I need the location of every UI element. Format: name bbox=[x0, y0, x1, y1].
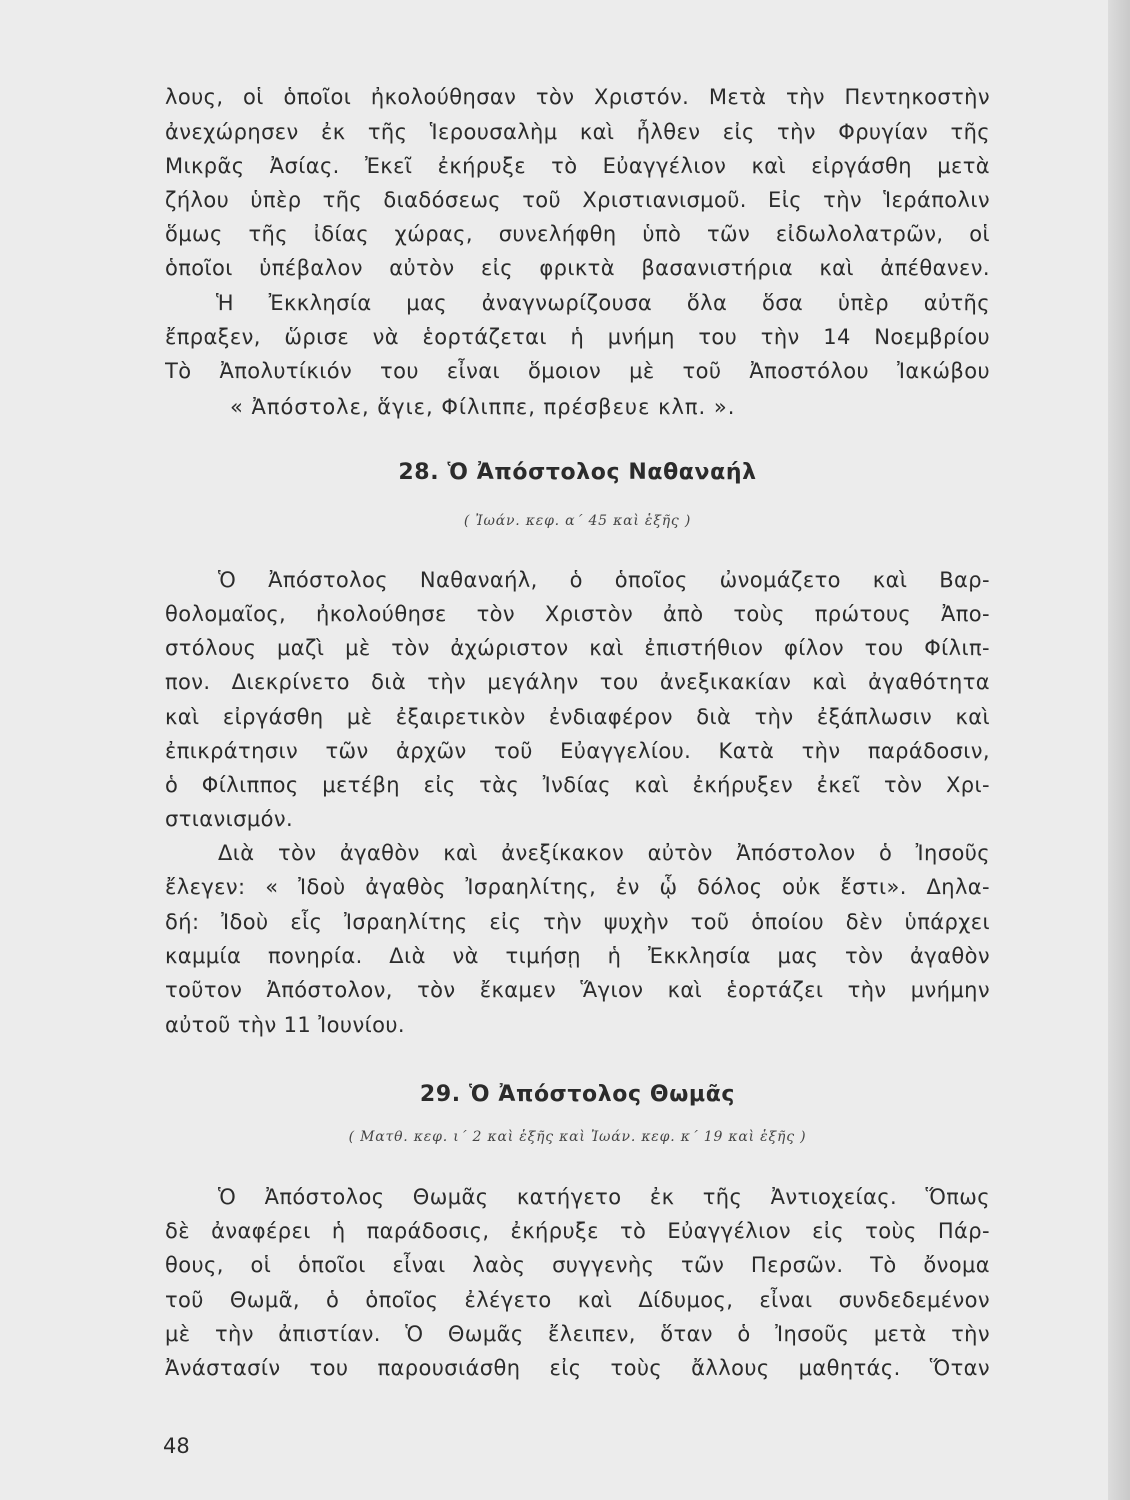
page-number: 48 bbox=[163, 1434, 190, 1458]
text-line: μὲ τὴν ἀπιστίαν. Ὁ Θωμᾶς ἔλειπεν, ὅταν ὁ Ἰησοῦς μετὰ τὴν bbox=[165, 1322, 990, 1346]
text-line: στόλους μαζὶ μὲ τὸν ἀχώριστον καὶ ἐπιστήθιον φίλον του Φίλιπ- bbox=[165, 636, 990, 660]
text-line: Διὰ τὸν ἀγαθὸν καὶ ἀνεξίκακον αὐτὸν Ἀπόστολον ὁ Ἰησοῦς bbox=[218, 841, 990, 865]
text-line: πον. Διεκρίνετο διὰ τὴν μεγάλην του ἀνεξικακίαν καὶ ἀγαθότητα bbox=[165, 670, 990, 694]
text-line: Τὸ Ἀπολυτίκιόν του εἶναι ὅμοιον μὲ τοῦ Ἀποστόλου Ἰακώβου bbox=[165, 359, 990, 383]
text-line: Ἡ Ἐκκλησία μας ἀναγνωρίζουσα ὅλα ὅσα ὑπὲρ αὐτῆς bbox=[216, 291, 990, 315]
text-line: « Ἀπόστολε, ἅγιε, Φίλιππε, πρέσβευε κλπ. ». bbox=[230, 395, 736, 419]
text-line: ἔπραξεν, ὥρισε νὰ ἑορτάζεται ἡ μνήμη του τὴν 14 Νοεμβρίου bbox=[165, 325, 990, 349]
text-line: ζήλου ὑπὲρ τῆς διαδόσεως τοῦ Χριστιανισμοῦ. Εἰς τὴν Ἱεράπολιν bbox=[165, 188, 990, 212]
section-heading: 28. Ὁ Ἀπόστολος Ναθαναήλ bbox=[398, 460, 757, 485]
text-line: δή: Ἰδοὺ εἷς Ἰσραηλίτης εἰς τὴν ψυχὴν τοῦ ὁποίου δὲν ὑπάρχει bbox=[165, 910, 990, 934]
text-line: ὁ Φίλιππος μετέβη εἰς τὰς Ἰνδίας καὶ ἐκήρυξεν ἐκεῖ τὸν Χρι- bbox=[165, 773, 990, 797]
page-edge bbox=[1108, 0, 1130, 1500]
scripture-reference: ( Ματθ. κεφ. ι΄ 2 καὶ ἑξῆς καὶ Ἰωάν. κεφ. κ΄ 19 καὶ ἑξῆς ) bbox=[348, 1129, 807, 1145]
section-heading: 29. Ὁ Ἀπόστολος Θωμᾶς bbox=[419, 1082, 736, 1107]
text-line: θους, οἱ ὁποῖοι εἶναι λαὸς συγγενὴς τῶν Περσῶν. Τὸ ὄνομα bbox=[165, 1253, 990, 1277]
text-line: δὲ ἀναφέρει ἡ παράδοσις, ἐκήρυξε τὸ Εὐαγγέλιον εἰς τοὺς Πάρ- bbox=[165, 1219, 990, 1243]
text-line: ἐπικράτησιν τῶν ἀρχῶν τοῦ Εὐαγγελίου. Κατὰ τὴν παράδοσιν, bbox=[165, 739, 990, 763]
scripture-reference: ( Ἰωάν. κεφ. α΄ 45 καὶ ἑξῆς ) bbox=[463, 513, 692, 529]
text-line: Ἀνάστασίν του παρουσιάσθη εἰς τοὺς ἄλλους μαθητάς. Ὅταν bbox=[165, 1356, 990, 1380]
text-line: στιανισμόν. bbox=[165, 807, 294, 831]
text-line: ἔλεγεν: « Ἰδοὺ ἀγαθὸς Ἰσραηλίτης, ἐν ᾧ δόλος οὐκ ἔστι». Δηλα- bbox=[165, 875, 990, 899]
text-line: ἀνεχώρησεν ἐκ τῆς Ἱερουσαλὴμ καὶ ἦλθεν εἰς τὴν Φρυγίαν τῆς bbox=[165, 120, 990, 144]
text-line: ὁποῖοι ὑπέβαλον αὐτὸν εἰς φρικτὰ βασανιστήρια καὶ ἀπέθανεν. bbox=[165, 256, 990, 280]
text-line: αὐτοῦ τὴν 11 Ἰουνίου. bbox=[165, 1013, 405, 1037]
text-line: Ὁ Ἀπόστολος Ναθαναήλ, ὁ ὁποῖος ὠνομάζετο καὶ Βαρ- bbox=[218, 568, 990, 592]
text-line: καὶ εἰργάσθη μὲ ἐξαιρετικὸν ἐνδιαφέρον διὰ τὴν ἐξάπλωσιν καὶ bbox=[165, 705, 990, 729]
text-line: λους, οἱ ὁποῖοι ἠκολούθησαν τὸν Χριστόν. Μετὰ τὴν Πεντηκοστὴν bbox=[165, 85, 990, 109]
text-line: Ὁ Ἀπόστολος Θωμᾶς κατήγετο ἐκ τῆς Ἀντιοχείας. Ὅπως bbox=[218, 1185, 990, 1209]
text-line: Μικρᾶς Ἀσίας. Ἐκεῖ ἐκήρυξε τὸ Εὐαγγέλιον καὶ εἰργάσθη μετὰ bbox=[165, 154, 990, 178]
text-line: τοῦ Θωμᾶ, ὁ ὁποῖος ἐλέγετο καὶ Δίδυμος, εἶναι συνδεδεμένον bbox=[165, 1288, 990, 1312]
text-line: ὅμως τῆς ἰδίας χώρας, συνελήφθη ὑπὸ τῶν εἰδωλολατρῶν, οἱ bbox=[165, 222, 990, 246]
text-line: καμμία πονηρία. Διὰ νὰ τιμήσῃ ἡ Ἐκκλησία μας τὸν ἀγαθὸν bbox=[165, 944, 990, 968]
text-line: τοῦτον Ἀπόστολον, τὸν ἔκαμεν Ἅγιον καὶ ἑορτάζει τὴν μνήμην bbox=[165, 978, 990, 1002]
text-line: θολομαῖος, ἠκολούθησε τὸν Χριστὸν ἀπὸ τοὺς πρώτους Ἀπο- bbox=[165, 602, 990, 626]
